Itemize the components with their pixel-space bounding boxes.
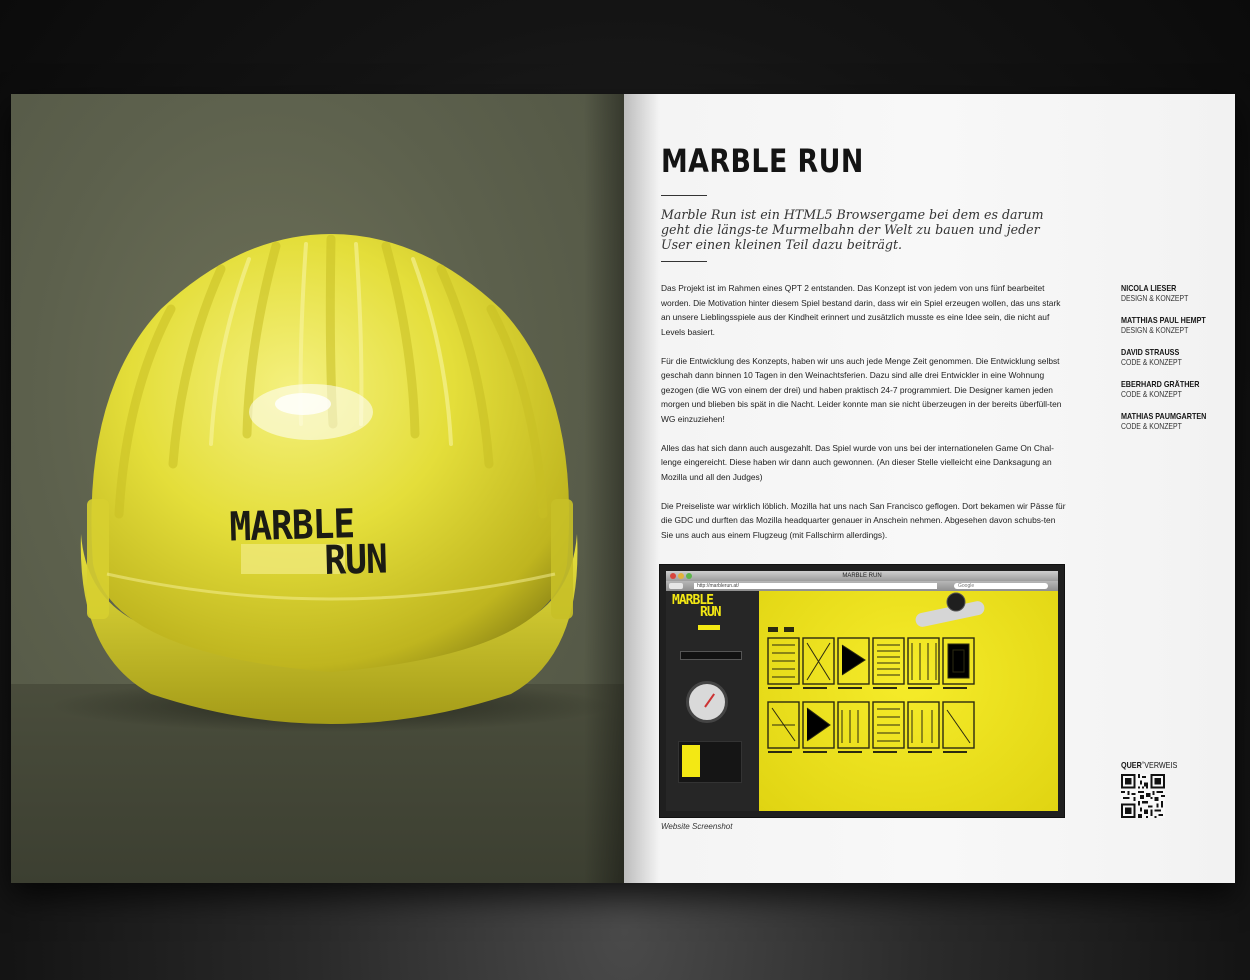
body-paragraph: Die Preiseliste war wirklich löblich. Mozilla hat uns nach San Francisco geflogen. Dort bekamen wir Pässe für die GDC und durften das Mozilla headquarter genauer in Anschein nehmen. Abgesehen davon schubs-ten Sie uns auch aus einem Flugzeug (mit Fallschirm allerdings). — [661, 500, 1066, 540]
magazine-spread — [11, 94, 1235, 883]
credit-name: MATTHIAS PAUL HEMPT — [1121, 315, 1206, 325]
credit-name: NICOLA LIESER — [1121, 283, 1177, 293]
article-body — [661, 281, 1069, 557]
qr-label — [1121, 760, 1177, 770]
article-title: MARBLE RUN — [661, 142, 864, 180]
helmet-logo — [228, 501, 423, 585]
credits-list — [1121, 283, 1231, 443]
title-rule — [661, 195, 707, 196]
browser-search-field: Google — [954, 583, 1048, 589]
helmet-logo-line1: MARBLE — [228, 501, 355, 551]
browser-window-title: MARBLE RUN — [842, 573, 882, 579]
credit-entry — [1121, 347, 1231, 368]
credit-name: MATHIAS PAUMGARTEN — [1121, 411, 1207, 421]
right-spine-shadow — [624, 94, 659, 883]
credit-entry — [1121, 283, 1231, 304]
qr-code-icon — [1121, 774, 1165, 818]
game-logo-line2: RUN — [700, 605, 721, 620]
screenshot-caption: Website Screenshot — [661, 822, 733, 831]
body-paragraph: Alles das hat sich dann auch ausgezahlt. Das Spiel wurde von uns bei der internationelen Game On Chal-lenge eingereicht. Diese haben wir dann auch gewonnen. (An dieser Stelle vielleicht eine Danksagung an Mozilla und all den Judges) — [661, 442, 1054, 482]
address-bar: http://marblerun.at/ — [694, 583, 937, 589]
credit-entry — [1121, 315, 1231, 336]
helmet-photo — [11, 94, 624, 883]
qr-label-rest: VERWEIS — [1144, 760, 1178, 770]
credit-role: DESIGN & KONZEPT — [1121, 294, 1189, 303]
qr-label-mark: » — [1141, 760, 1145, 767]
left-spine-shadow — [584, 94, 624, 883]
qr-label-bold: QUER — [1121, 760, 1142, 770]
game-logo-line1: MARBLE — [672, 593, 713, 608]
track-thumbnails — [660, 565, 1064, 817]
credit-entry — [1121, 379, 1231, 400]
helmet-logo-line2: RUN — [323, 536, 388, 585]
credit-name: DAVID STRAUSS — [1121, 347, 1180, 357]
lead-rule — [661, 261, 707, 262]
credit-role: DESIGN & KONZEPT — [1121, 326, 1189, 335]
credit-role: CODE & KONZEPT — [1121, 390, 1182, 399]
credit-role: CODE & KONZEPT — [1121, 358, 1182, 367]
body-paragraph: Für die Entwicklung des Konzepts, haben wir uns auch jede Menge Zeit genommen. Die Entwicklung selbst geschah dann binnen 10 Tagen in den Weinachtsferien. Dazu sind alle drei Entwickler in eine Wohnung gezogen (die WG von einem der drei) und haben praktisch 24-7 programmiert. Die Designer kamen jeden morgen und blieben bis spät in die Nacht. Leider konnte man sie nicht überzeugen in der bereits überfüll-ten WG einzuziehen! — [661, 355, 1062, 424]
credit-name: EBERHARD GRÄTHER — [1121, 379, 1200, 389]
article-page — [624, 94, 1235, 883]
credit-entry — [1121, 411, 1231, 432]
helmet-photo-page — [11, 94, 624, 883]
body-paragraph: Das Projekt ist im Rahmen eines QPT 2 entstanden. Das Konzept ist von jedem von uns fünf bearbeitet worden. Die Motivation hinter diesem Spiel bestand darin, dass wir ein Spiel erzeugen wollen, das uns stark an unsere Lieblingsspiele aus der Kindheit erinnert und zusätzlich musste es eine Idee sein, die nicht auf Levels basiert. — [661, 283, 1061, 337]
article-lead: Marble Run ist ein HTML5 Browsergame bei dem es darum geht die längs-te Murmelbahn der Welt zu bauen und jeder User einen kleinen Teil dazu beiträgt. — [661, 207, 1044, 252]
credit-role: CODE & KONZEPT — [1121, 422, 1182, 431]
website-screenshot — [660, 565, 1064, 817]
